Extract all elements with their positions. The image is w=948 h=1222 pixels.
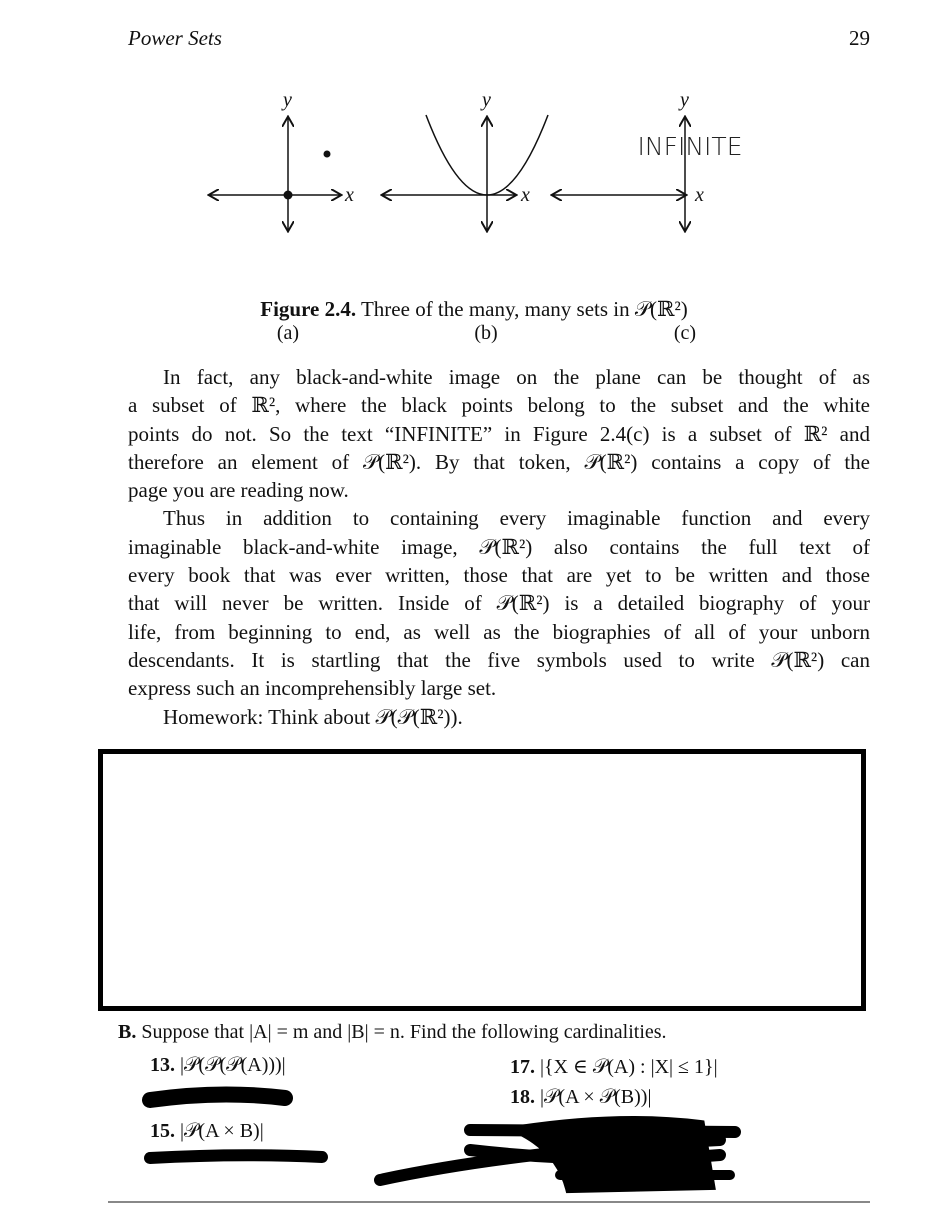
text-line: page you are reading now. (128, 478, 349, 503)
y-label-a: y (283, 89, 292, 111)
running-head: Power Sets (128, 26, 222, 50)
x-label-b: x (521, 184, 530, 206)
panel-label-c: (c) (673, 322, 697, 344)
y-label-c: y (680, 89, 689, 111)
text-line: descendants. It is startling that the five symbols used to write 𝒫(ℝ²) can (128, 647, 870, 672)
text-line: Thus in addition to containing every imaginable function and every (163, 506, 870, 531)
text-line: imaginable black-and-white image, 𝒫(ℝ²) also contains the full text of (128, 534, 870, 559)
text-line: express such an incomprehensibly large set. (128, 676, 497, 701)
section-label: B. (118, 1021, 137, 1043)
text-line: that will never be written. Inside of 𝒫(ℝ²) is a detailed biography of your (128, 591, 870, 616)
panel-label-b: (b) (474, 322, 498, 344)
text-line: Homework: Think about 𝒫(𝒫(ℝ²)). (163, 704, 463, 729)
scribble-16 (150, 1155, 322, 1158)
text-line: points do not. So the text “INFINITE” in Figure 2.4(c) is a subset of ℝ² and (128, 421, 870, 446)
caption-label: Figure 2.4. (260, 297, 357, 321)
scribble-14 (150, 1094, 285, 1100)
page-number: 29 (849, 26, 870, 50)
intro-text: Suppose that |A| = m and |B| = n. Find the following cardinalities. (136, 1021, 667, 1043)
exercise-18: 18. |𝒫(A × 𝒫(B))| (510, 1086, 652, 1108)
bottom-rule (108, 1201, 870, 1203)
text-line: therefore an element of 𝒫(ℝ²). By that token, 𝒫(ℝ²) contains a copy of the (128, 449, 870, 474)
text-line: In fact, any black-and-white image on the plane can be thought of as (163, 365, 870, 389)
infinite-text: INFINITE (637, 132, 743, 161)
exercise-17: 17. |{X ∈ 𝒫(A) : |X| ≤ 1}| (510, 1056, 718, 1078)
text-line: every book that was ever written, those that are yet to be written and those (128, 563, 870, 588)
x-label-c: x (695, 184, 704, 206)
panel-label-a: (a) (276, 322, 300, 344)
exercise-15: 15. |𝒫(A × B)| (150, 1120, 264, 1142)
x-label-a: x (345, 184, 354, 206)
caption-text: Three of the many, many sets in 𝒫(ℝ²) (356, 297, 688, 321)
text-line: a subset of ℝ², where the black points belong to the subset and the white (128, 393, 870, 418)
exercise-13: 13. |𝒫(𝒫(𝒫(A)))| (150, 1054, 286, 1076)
y-label-b: y (482, 89, 491, 111)
text-line: life, from beginning to end, as well as the biographies of all of your unborn (128, 619, 870, 644)
